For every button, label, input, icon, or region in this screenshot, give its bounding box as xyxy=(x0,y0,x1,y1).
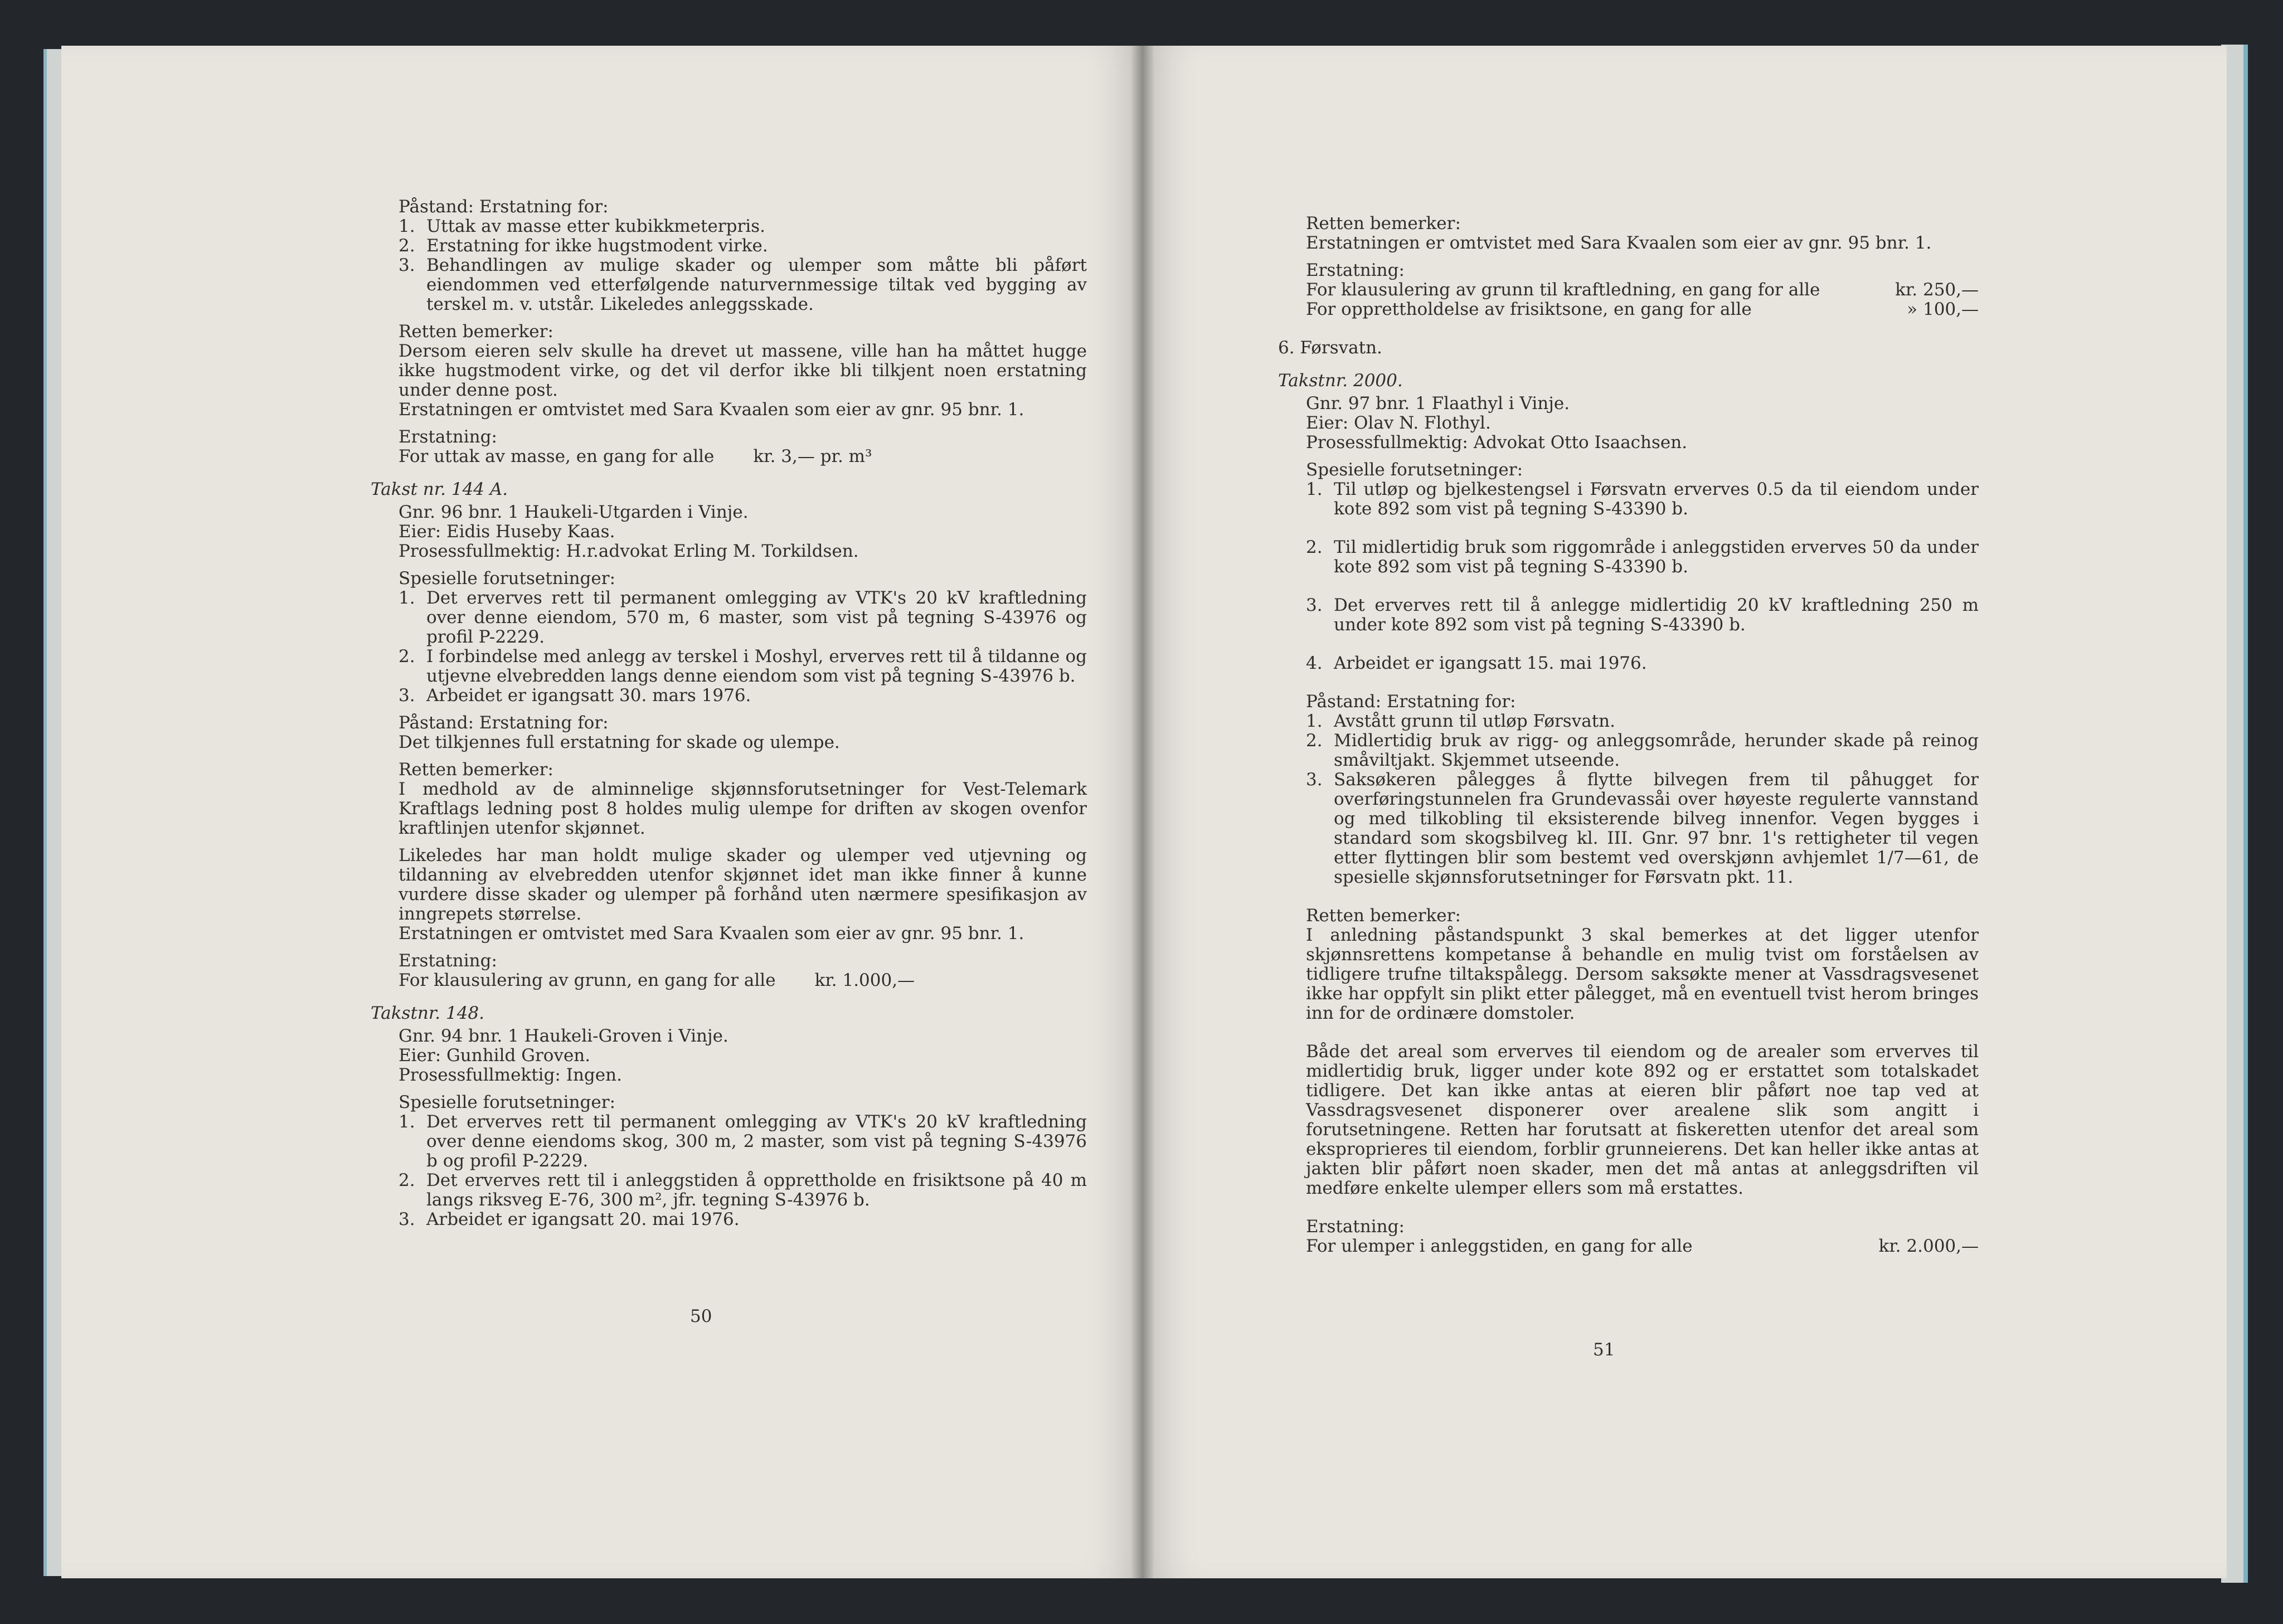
list-item: 4. Arbeidet er igangsatt 15. mai 1976. xyxy=(1306,653,1647,673)
list-item: 1. Til utløp og bjelkestengsel i Førsvatn erverves 0.5 da til eiendom under kote 892 som vist på tegning S-43390 b. xyxy=(1306,479,1979,519)
book-spine xyxy=(1131,46,1154,1578)
retten-text: Likeledes har man holdt mulige skader og ulemper ved utjevning og tildanning av elvebredden utenfor skjønnet idet man ikke finner å kunne vurdere disse skader og ulemper på forhånd uten nærmere spesifikasjon av inngrepets størrelse. xyxy=(399,845,1087,924)
omtvistet-text: Erstatningen er omtvistet med Sara Kvaalen som eier av gnr. 95 bnr. 1. xyxy=(1306,233,1932,253)
amount-row: For uttak av masse, en gang for alle kr. 3,— pr. m³ xyxy=(399,446,872,466)
gnr-text: Gnr. 96 bnr. 1 Haukeli-Utgarden i Vinje. xyxy=(399,502,749,522)
retten-text: I medhold av de alminnelige skjønnsforutsetninger for Vest-Telemark Kraftlags ledning post 8 holdes mulig ulempe for driften av skogen ovenfor kraftlinjen utenfor skjønnet. xyxy=(399,779,1087,838)
amount-row: For klausulering av grunn til kraftledning, en gang for alle kr. 250,— xyxy=(1306,280,1979,300)
erstatning-label: Erstatning: xyxy=(399,427,497,447)
list-item: 1. Det erverves rett til permanent omlegging av VTK's 20 kV kraftledning over denne eiendoms skog, 300 m, 2 master, som vist på tegning S-43976 b og profil P-2229. xyxy=(399,1112,1087,1171)
list-item: 2. Midlertidig bruk av rigg- og anleggsområde, herunder skade på reinog småviltjakt. Skjemmet utseende. xyxy=(1306,731,1979,770)
prosess-text: Prosessfullmektig: H.r.advokat Erling M. Torkildsen. xyxy=(399,541,859,561)
prosess-text: Prosessfullmektig: Advokat Otto Isaachsen. xyxy=(1306,432,1688,453)
erstatning-label: Erstatning: xyxy=(399,951,497,971)
right-page-content xyxy=(1278,213,1979,1256)
omtvistet-text: Erstatningen er omtvistet med Sara Kvaalen som eier av gnr. 95 bnr. 1. xyxy=(399,400,1024,420)
spesielle-label: Spesielle forutsetninger: xyxy=(399,568,616,589)
spesielle-label: Spesielle forutsetninger: xyxy=(1306,460,1523,480)
eier-text: Eier: Eidis Huseby Kaas. xyxy=(399,522,615,542)
amount-row: For opprettholdelse av frisiktsone, en gang for alle » 100,— xyxy=(1306,299,1979,319)
pastand-label: Påstand: Erstatning for: xyxy=(399,713,609,733)
eier-text: Eier: Gunhild Groven. xyxy=(399,1046,591,1066)
retten-text: Både det areal som erverves til eiendom og de arealer som erverves til midlertidig bruk, ligger under kote 892 og er erstattet som totalskadet tidligere. Det kan ikke antas at eieren blir påført noe tap ved at Vassdragsvesenet disponerer over arealene slik som angitt i forutsetningene. Retten har forutsatt at fiskeretten utenfor det areal som eksproprieres til eiendom, forblir grunneierens. Det kan heller ikke antas at jakten blir påført noen skader, men det må antas at anleggsdriften vil medføre enkelte ulemper ellers som må erstattes. xyxy=(1306,1042,1979,1198)
retten-label: Retten bemerker: xyxy=(399,322,553,342)
list-item: 2. Erstatning for ikke hugstmodent virke. xyxy=(399,236,768,256)
takst-heading: Takstnr. 2000. xyxy=(1278,371,1403,391)
amount-row: For klausulering av grunn, en gang for alle kr. 1.000,— xyxy=(399,970,915,990)
right-page xyxy=(1148,46,2227,1578)
gnr-text: Gnr. 94 bnr. 1 Haukeli-Groven i Vinje. xyxy=(399,1026,728,1046)
omtvistet-text: Erstatningen er omtvistet med Sara Kvaalen som eier av gnr. 95 bnr. 1. xyxy=(399,923,1024,944)
amount-row: For ulemper i anleggstiden, en gang for alle kr. 2.000,— xyxy=(1306,1236,1979,1256)
spesielle-label: Spesielle forutsetninger: xyxy=(399,1092,616,1112)
left-page-content xyxy=(371,197,1087,1229)
retten-label: Retten bemerker: xyxy=(1306,213,1461,234)
list-item: 3. Arbeidet er igangsatt 20. mai 1976. xyxy=(399,1209,740,1229)
list-item: 1. Uttak av masse etter kubikkmeterpris. xyxy=(399,216,765,236)
takst-heading: Takstnr. 148. xyxy=(371,1003,485,1023)
erstatning-label: Erstatning: xyxy=(1306,1217,1405,1237)
list-item: 3. Arbeidet er igangsatt 30. mars 1976. xyxy=(399,685,751,706)
left-page xyxy=(61,46,1137,1578)
list-item: 3. Saksøkeren pålegges å flytte bilvegen frem til påhugget for overføringstunnelen fra Grundevassåi over høyeste regulerte vannstand og med tilkobling til eksisterende bilveg innenfor. Vegen bygges i standard som skogsbilveg kl. III. Gnr. 97 bnr. 1's rettigheter til vegen etter flyttingen blir som bestemt ved overskjønn avhjemlet 1/7—61, de spesielle skjønnsforutsetninger for Førsvatn pkt. 11. xyxy=(1306,770,1979,887)
list-item: 2. Det erverves rett til i anleggstiden å opprettholde en frisiktsone på 40 m langs riksveg E-76, 300 m², jfr. tegning S-43976 b. xyxy=(399,1170,1087,1210)
prosess-text: Prosessfullmektig: Ingen. xyxy=(399,1065,622,1085)
retten-label: Retten bemerker: xyxy=(1306,906,1461,926)
gnr-text: Gnr. 97 bnr. 1 Flaathyl i Vinje. xyxy=(1306,393,1570,414)
page-number: 51 xyxy=(1593,1340,1615,1360)
pastand-label: Påstand: Erstatning for: xyxy=(399,197,609,217)
page-number: 50 xyxy=(690,1306,712,1326)
eier-text: Eier: Olav N. Flothyl. xyxy=(1306,413,1491,433)
retten-text: Dersom eieren selv skulle ha drevet ut massene, ville han ha måttet hugge ikke hugstmodent virke, og det vil derfor ikke bli tilkjent noen erstatning under denne post. xyxy=(399,341,1087,400)
retten-label: Retten bemerker: xyxy=(399,760,553,780)
pastand-label: Påstand: Erstatning for: xyxy=(1306,692,1516,712)
list-item: 1. Det erverves rett til permanent omlegging av VTK's 20 kV kraftledning over denne eiendom, 570 m, 6 master, som vist på tegning S-43976 og profil P-2229. xyxy=(399,588,1087,647)
section-heading: 6. Førsvatn. xyxy=(1278,338,1382,358)
list-item: 1. Avstått grunn til utløp Førsvatn. xyxy=(1306,711,1615,731)
list-item: 2. Til midlertidig bruk som riggområde i anleggstiden erverves 50 da under kote 892 som vist på tegning S-43390 b. xyxy=(1306,537,1979,577)
takst-heading: Takst nr. 144 A. xyxy=(371,479,508,499)
list-item: 3. Det erverves rett til å anlegge midlertidig 20 kV kraftledning 250 m under kote 892 som vist på tegning S-43390 b. xyxy=(1306,595,1979,635)
erstatning-label: Erstatning: xyxy=(1306,260,1405,280)
pastand-text: Det tilkjennes full erstatning for skade og ulempe. xyxy=(399,732,840,752)
list-item: 3. Behandlingen av mulige skader og ulemper som måtte bli påført eiendommen ved etterfølgende naturvernmessige tiltak ved bygging av terskel m. v. utstår. Likeledes anleggsskade. xyxy=(399,255,1087,314)
retten-text: I anledning påstandspunkt 3 skal bemerkes at det ligger utenfor skjønnsrettens kompetanse å behandle en mulig tvist om forståelsen av tidligere trufne tiltakspålegg. Dersom saksøkte mener at Vassdragsvesenet ikke har oppfylt sin plikt etter pålegget, må en eventuell tvist herom bringes inn for de ordinære domstoler. xyxy=(1306,925,1979,1023)
list-item: 2. I forbindelse med anlegg av terskel i Moshyl, erverves rett til å tildanne og utjevne elvebredden langs denne eiendom som vist på tegning S-43976 b. xyxy=(399,646,1087,686)
